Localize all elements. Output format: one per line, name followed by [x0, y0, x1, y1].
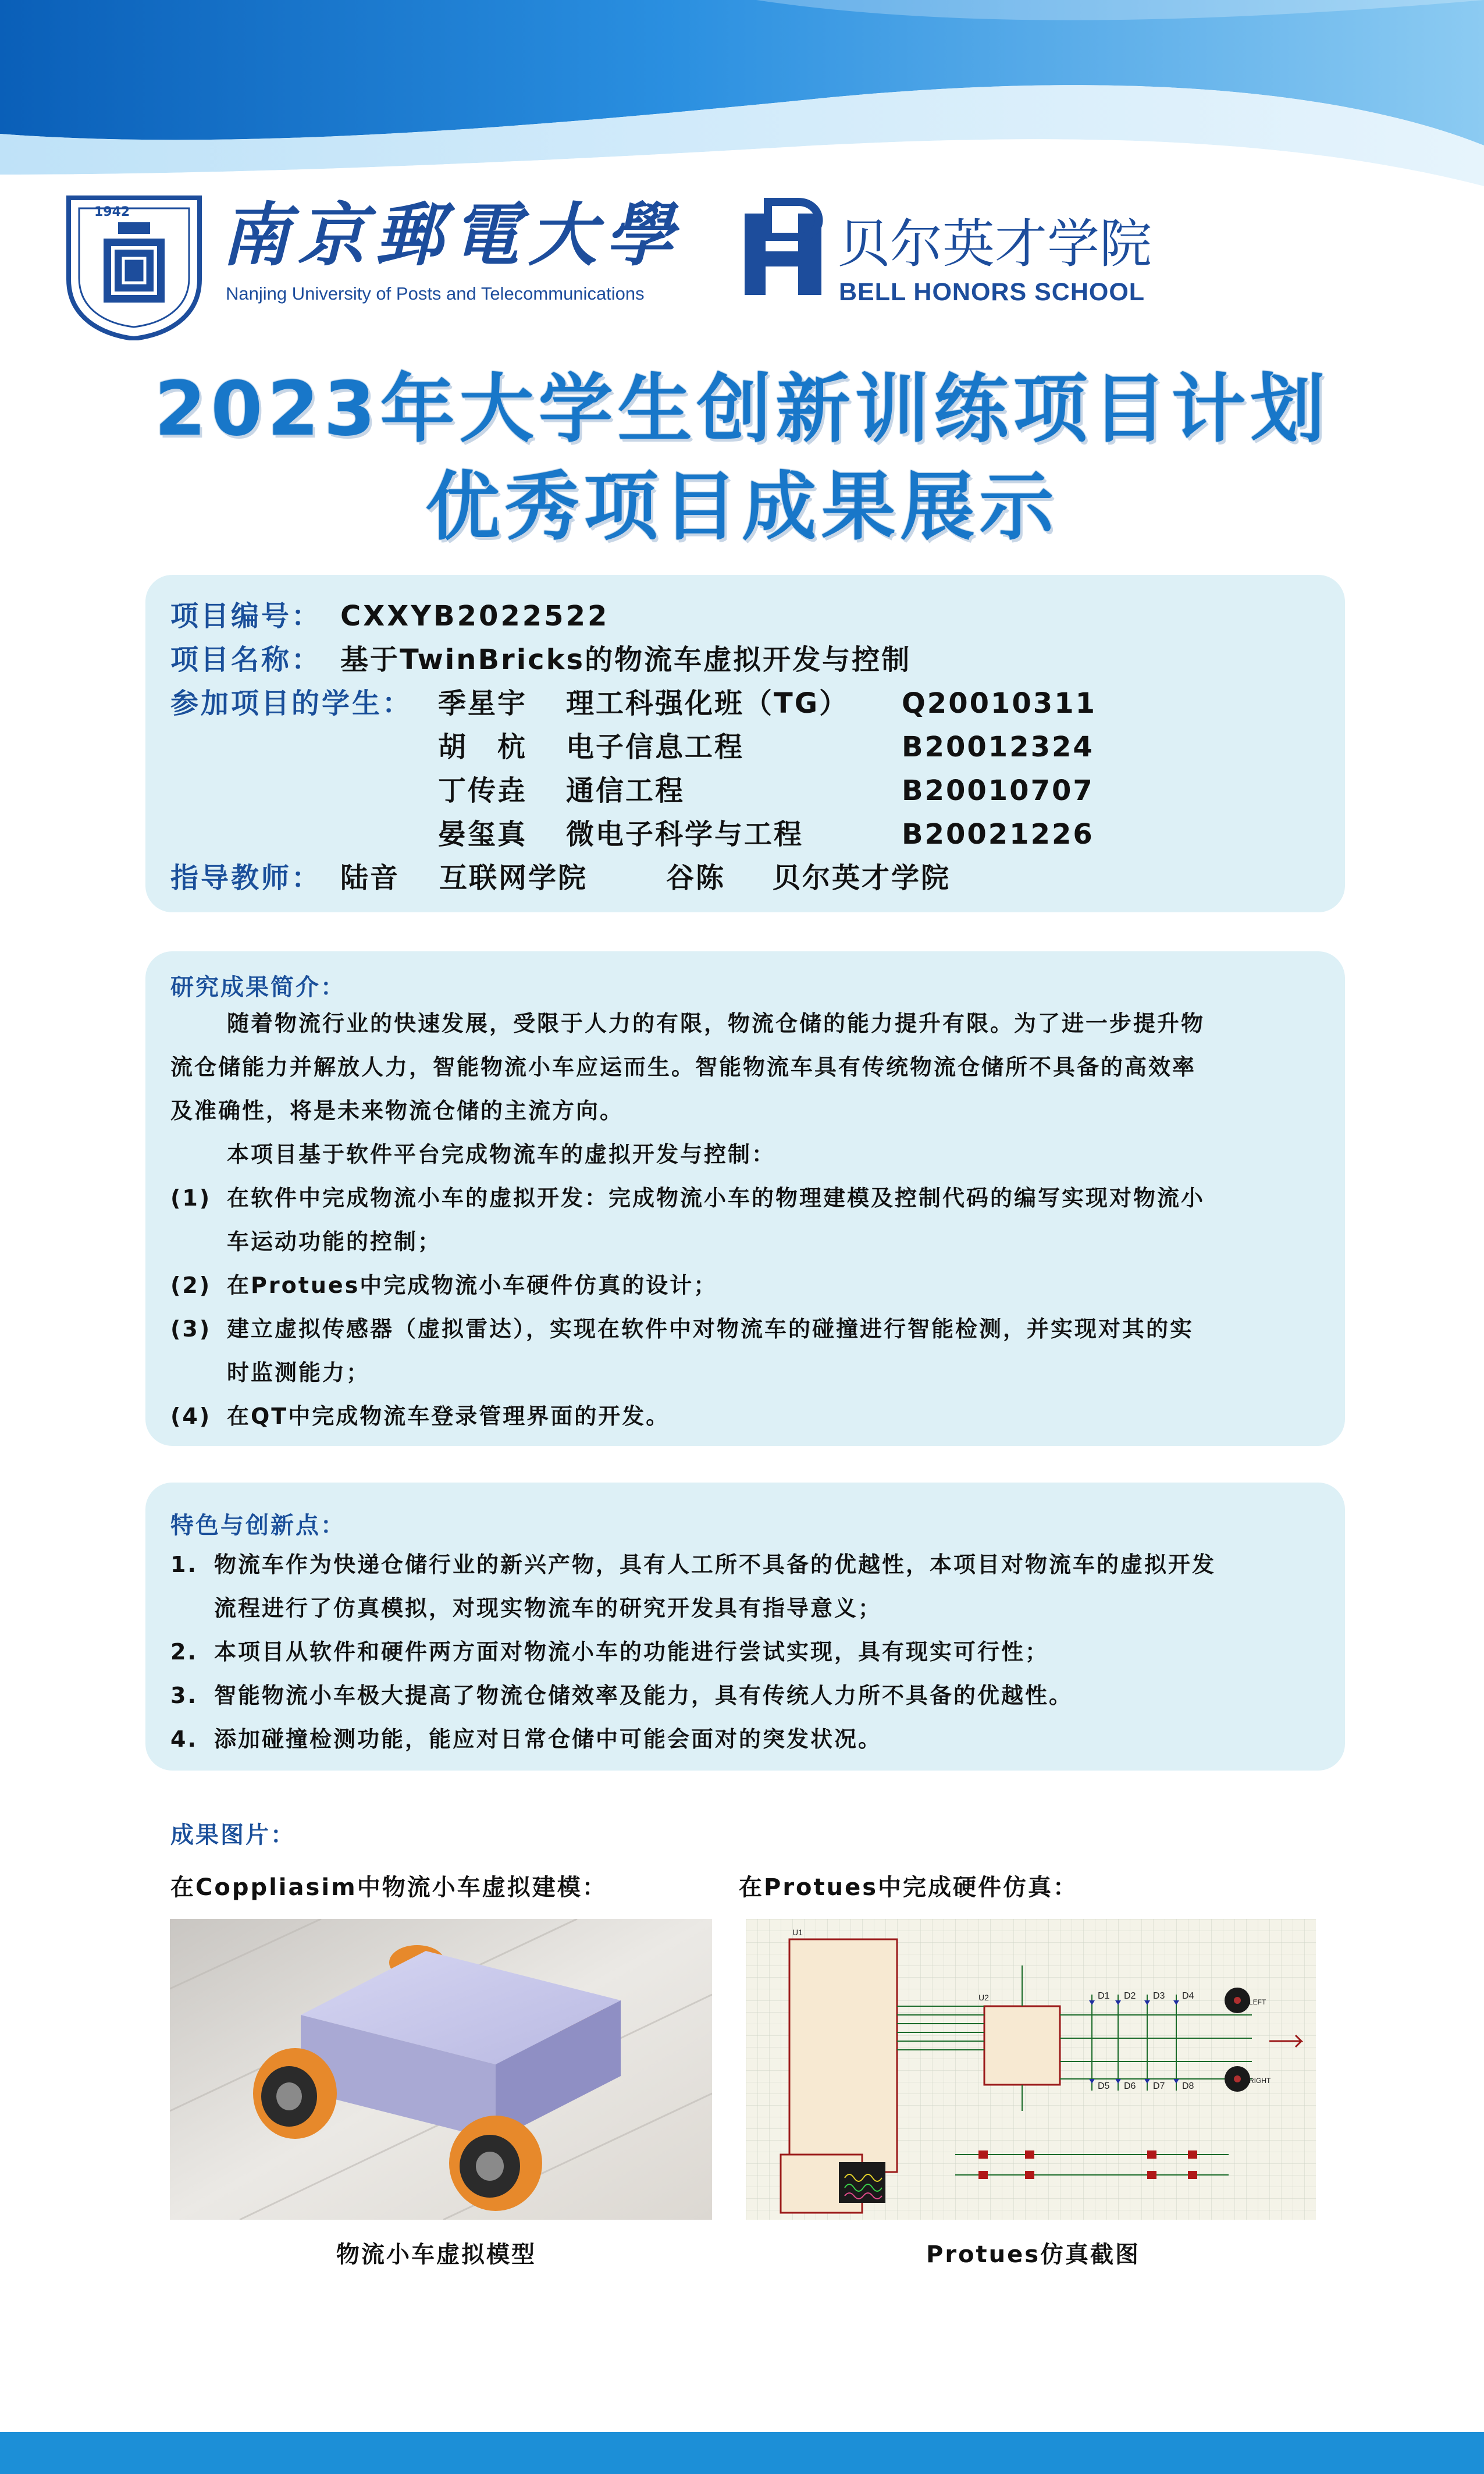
feature-item-text: 物流车作为快递仓储行业的新兴产物，具有人工所不具备的优越性，本项目对物流车的虚拟开发: [214, 1552, 1216, 1577]
feature-item-number: 1.: [170, 1552, 198, 1577]
student-number: B20021226: [902, 818, 1094, 851]
d3-label: D3: [1153, 1991, 1165, 2001]
student-major: 通信工程: [566, 774, 685, 807]
circuit-schematic-image: [746, 1919, 1316, 2220]
u1-label: U1: [792, 1928, 803, 1937]
advisor-name: 陆音: [340, 862, 400, 894]
d6-label: D6: [1124, 2081, 1136, 2091]
school-name-en: BELL HONORS SCHOOL: [839, 278, 1145, 306]
project-id-label: 项目编号：: [170, 600, 322, 632]
d8-label: D8: [1182, 2081, 1194, 2091]
student-number: Q20010311: [902, 687, 1097, 720]
summary-item-text: 车运动功能的控制；: [227, 1229, 442, 1254]
d5-label: D5: [1098, 2081, 1110, 2091]
features-title: 特色与创新点：: [170, 1512, 346, 1539]
right-image-heading: 在Protues中完成硬件仿真：: [739, 1874, 1079, 1901]
summary-item-number: (4): [170, 1403, 212, 1429]
students-label: 参加项目的学生：: [170, 687, 413, 720]
student-name: 晏玺真: [438, 818, 528, 851]
student-number: B20012324: [902, 731, 1094, 763]
project-id-value: CXXYB2022522: [340, 600, 610, 632]
university-name-cn: 南京郵電大學: [221, 194, 682, 275]
u2-label: U2: [978, 1993, 989, 2002]
student-name: 季星宇: [438, 687, 528, 720]
left-image-heading: 在Coppliasim中物流小车虚拟建模：: [170, 1874, 607, 1901]
summary-item-number: (3): [170, 1316, 212, 1342]
student-number: B20010707: [902, 774, 1094, 807]
university-name-en: Nanjing University of Posts and Telecommunications: [226, 283, 645, 304]
feature-item-text: 本项目从软件和硬件两方面对物流小车的功能进行尝试实现，具有现实可行性；: [214, 1639, 1049, 1665]
advisor-name: 谷陈: [666, 862, 726, 894]
student-name: 胡 杭: [438, 731, 528, 763]
d7-label: D7: [1153, 2081, 1165, 2091]
summary-paragraph-line: 随着物流行业的快速发展，受限于人力的有限，物流仓储的能力提升有限。为了进一步提升物: [227, 1011, 1205, 1036]
d1-label: D1: [1098, 1991, 1110, 2001]
student-major: 电子信息工程: [566, 731, 745, 763]
summary-item-number: (2): [170, 1272, 212, 1298]
summary-paragraph-line: 流仓储能力并解放人力，智能物流小车应运而生。智能物流车具有传统物流仓储所不具备的高效率: [170, 1054, 1197, 1080]
project-name-label: 项目名称：: [170, 644, 322, 676]
d2-label: D2: [1124, 1991, 1136, 2001]
footer-bar: [0, 2432, 1484, 2474]
left-image-caption: 物流小车虚拟模型: [336, 2241, 536, 2268]
project-name-value: 基于TwinBricks的物流车虚拟开发与控制: [340, 644, 912, 676]
summary-item-text: 时监测能力；: [227, 1360, 371, 1385]
summary-paragraph-line: 及准确性，将是未来物流仓储的主流方向。: [170, 1098, 624, 1124]
summary-item-text: 在QT中完成物流车登录管理界面的开发。: [227, 1403, 670, 1429]
feature-item-text: 添加碰撞检测功能，能应对日常仓储中可能会面对的突发状况。: [214, 1726, 882, 1752]
feature-item-text: 流程进行了仿真模拟，对现实物流车的研究开发具有指导意义；: [214, 1595, 882, 1621]
feature-item-number: 2.: [170, 1639, 198, 1665]
summary-item-number: (1): [170, 1185, 212, 1211]
images-title: 成果图片：: [170, 1822, 296, 1849]
student-major: 理工科强化班（TG）: [566, 687, 849, 720]
feature-item-text: 智能物流小车极大提高了物流仓储效率及能力，具有传统人力所不具备的优越性。: [214, 1683, 1073, 1708]
school-name-cn: 贝尔英才学院: [838, 214, 1152, 275]
main-title-line-1: 2023年大学生创新训练项目计划: [154, 366, 1330, 453]
seal-year: 1942: [94, 205, 130, 219]
advisor-college: 贝尔英才学院: [773, 862, 951, 894]
summary-item-text: 在Protues中完成物流小车硬件仿真的设计；: [227, 1272, 718, 1298]
project-info-panel: [145, 575, 1345, 912]
student-major: 微电子科学与工程: [566, 818, 804, 851]
right-image-caption: Protues仿真截图: [926, 2241, 1141, 2268]
summary-title: 研究成果简介：: [170, 974, 346, 1001]
summary-item-text: 建立虚拟传感器（虚拟雷达），实现在软件中对物流车的碰撞进行智能检测，并实现对其的实: [227, 1316, 1194, 1342]
main-title-line-2: 优秀项目成果展示: [425, 464, 1059, 550]
motor-left-label: LEFT: [1249, 1998, 1266, 2006]
advisor-college: 互联网学院: [439, 862, 588, 894]
summary-paragraph-line: 本项目基于软件平台完成物流车的虚拟开发与控制：: [227, 1142, 776, 1167]
njupt-seal-logo: [63, 192, 205, 340]
bell-honors-logo-mark: [740, 196, 833, 301]
summary-item-text: 在软件中完成物流小车的虚拟开发：完成物流小车的物理建模及控制代码的编写实现对物流小: [227, 1185, 1205, 1211]
d4-label: D4: [1182, 1991, 1194, 2001]
motor-right-label: RIGHT: [1249, 2077, 1271, 2085]
student-name: 丁传垚: [438, 774, 528, 807]
feature-item-number: 3.: [170, 1683, 198, 1708]
robot-car-model-image: [170, 1919, 712, 2220]
feature-item-number: 4.: [170, 1726, 198, 1752]
advisors-label: 指导教师：: [170, 862, 322, 894]
